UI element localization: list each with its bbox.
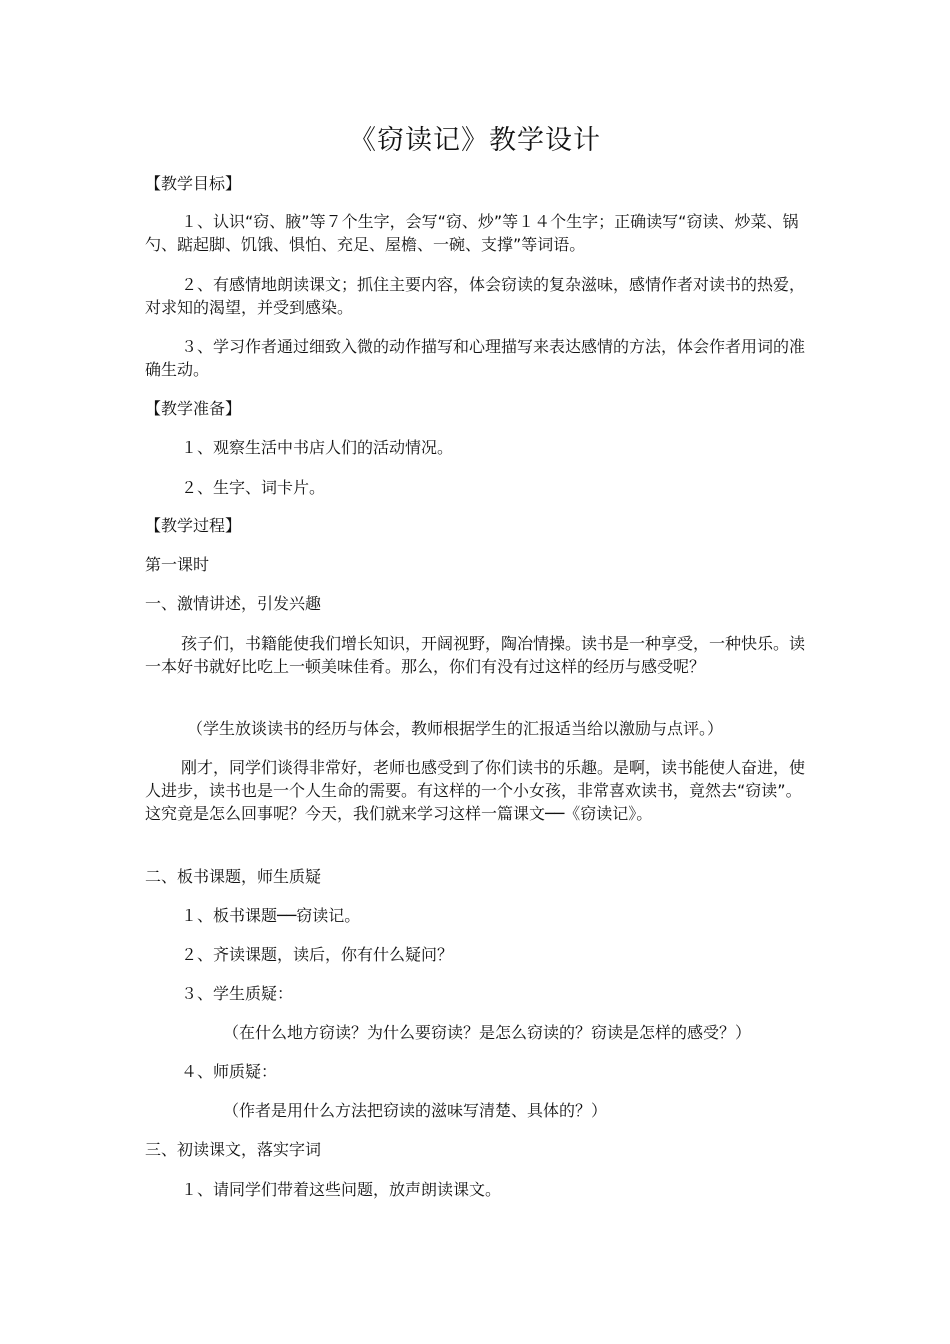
section-1-heading: 一、激情讲述，引发兴趣 [145, 594, 322, 613]
document-title: 《窃读记》教学设计 [349, 125, 601, 156]
section-2-item-3: ３、学生质疑： [181, 984, 294, 1003]
section-3-heading: 三、初读课文，落实字词 [145, 1140, 322, 1159]
goals-heading: 【教学目标】 [145, 174, 242, 193]
section-2-item-3-detail: （在什么地方窃读？为什么要窃读？是怎么窃读的？窃读是怎样的感受？） [223, 1023, 752, 1042]
section-2-item-1: １、板书课题──窃读记。 [181, 906, 361, 925]
goal-item-2: ２、有感情地朗读课文；抓住主要内容，体会窃读的复杂滋味，感情作者对读书的热爱，对求知的渴望，并受到感染。 [145, 275, 806, 317]
goal-item-1: １、认识“窃、腋”等７个生字，会写“窃、炒”等１４个生字；正确读写“窃读、炒菜、锅勺、踮起脚、饥饿、惧怕、充足、屋檐、一碗、支撑”等词语。 [145, 212, 799, 254]
prep-item-2: ２、生字、词卡片。 [181, 478, 326, 497]
section-2-item-2: ２、齐读课题，读后，你有什么疑问？ [181, 945, 454, 964]
section-1-paragraph-1: 孩子们，书籍能使我们增长知识，开阔视野，陶冶情操。读书是一种享受，一种快乐。读一本好书就好比吃上一顿美味佳肴。那么，你们有没有过这样的经历与感受呢？ [145, 634, 806, 676]
section-3-item-1: １、请同学们带着这些问题，放声朗读课文。 [181, 1180, 502, 1199]
section-2-heading: 二、板书课题，师生质疑 [145, 867, 322, 886]
goal-item-3: ３、学习作者通过细致入微的动作描写和心理描写来表达感情的方法，体会作者用词的准确生动。 [145, 337, 806, 379]
section-2-item-4: ４、师质疑： [181, 1062, 278, 1081]
prep-item-1: １、观察生活中书店人们的活动情况。 [181, 438, 454, 457]
prep-heading: 【教学准备】 [145, 399, 242, 418]
section-1-paragraph-3: 刚才，同学们谈得非常好，老师也感受到了你们读书的乐趣。是啊，读书能使人奋进，使人进步，读书也是一个人生命的需要。有这样的一个小女孩，非常喜欢读书，竟然去“窃读”。这究竟是怎么回事呢？今天，我们就来学习这样一篇课文──《窃读记》。 [145, 758, 806, 823]
section-1-paragraph-2: （学生放谈读书的经历与体会，教师根据学生的汇报适当给以激励与点评。） [187, 719, 724, 738]
lesson-label: 第一课时 [145, 555, 210, 574]
process-heading: 【教学过程】 [145, 516, 242, 535]
section-2-item-4-detail: （作者是用什么方法把窃读的滋味写清楚、具体的？） [223, 1101, 608, 1120]
